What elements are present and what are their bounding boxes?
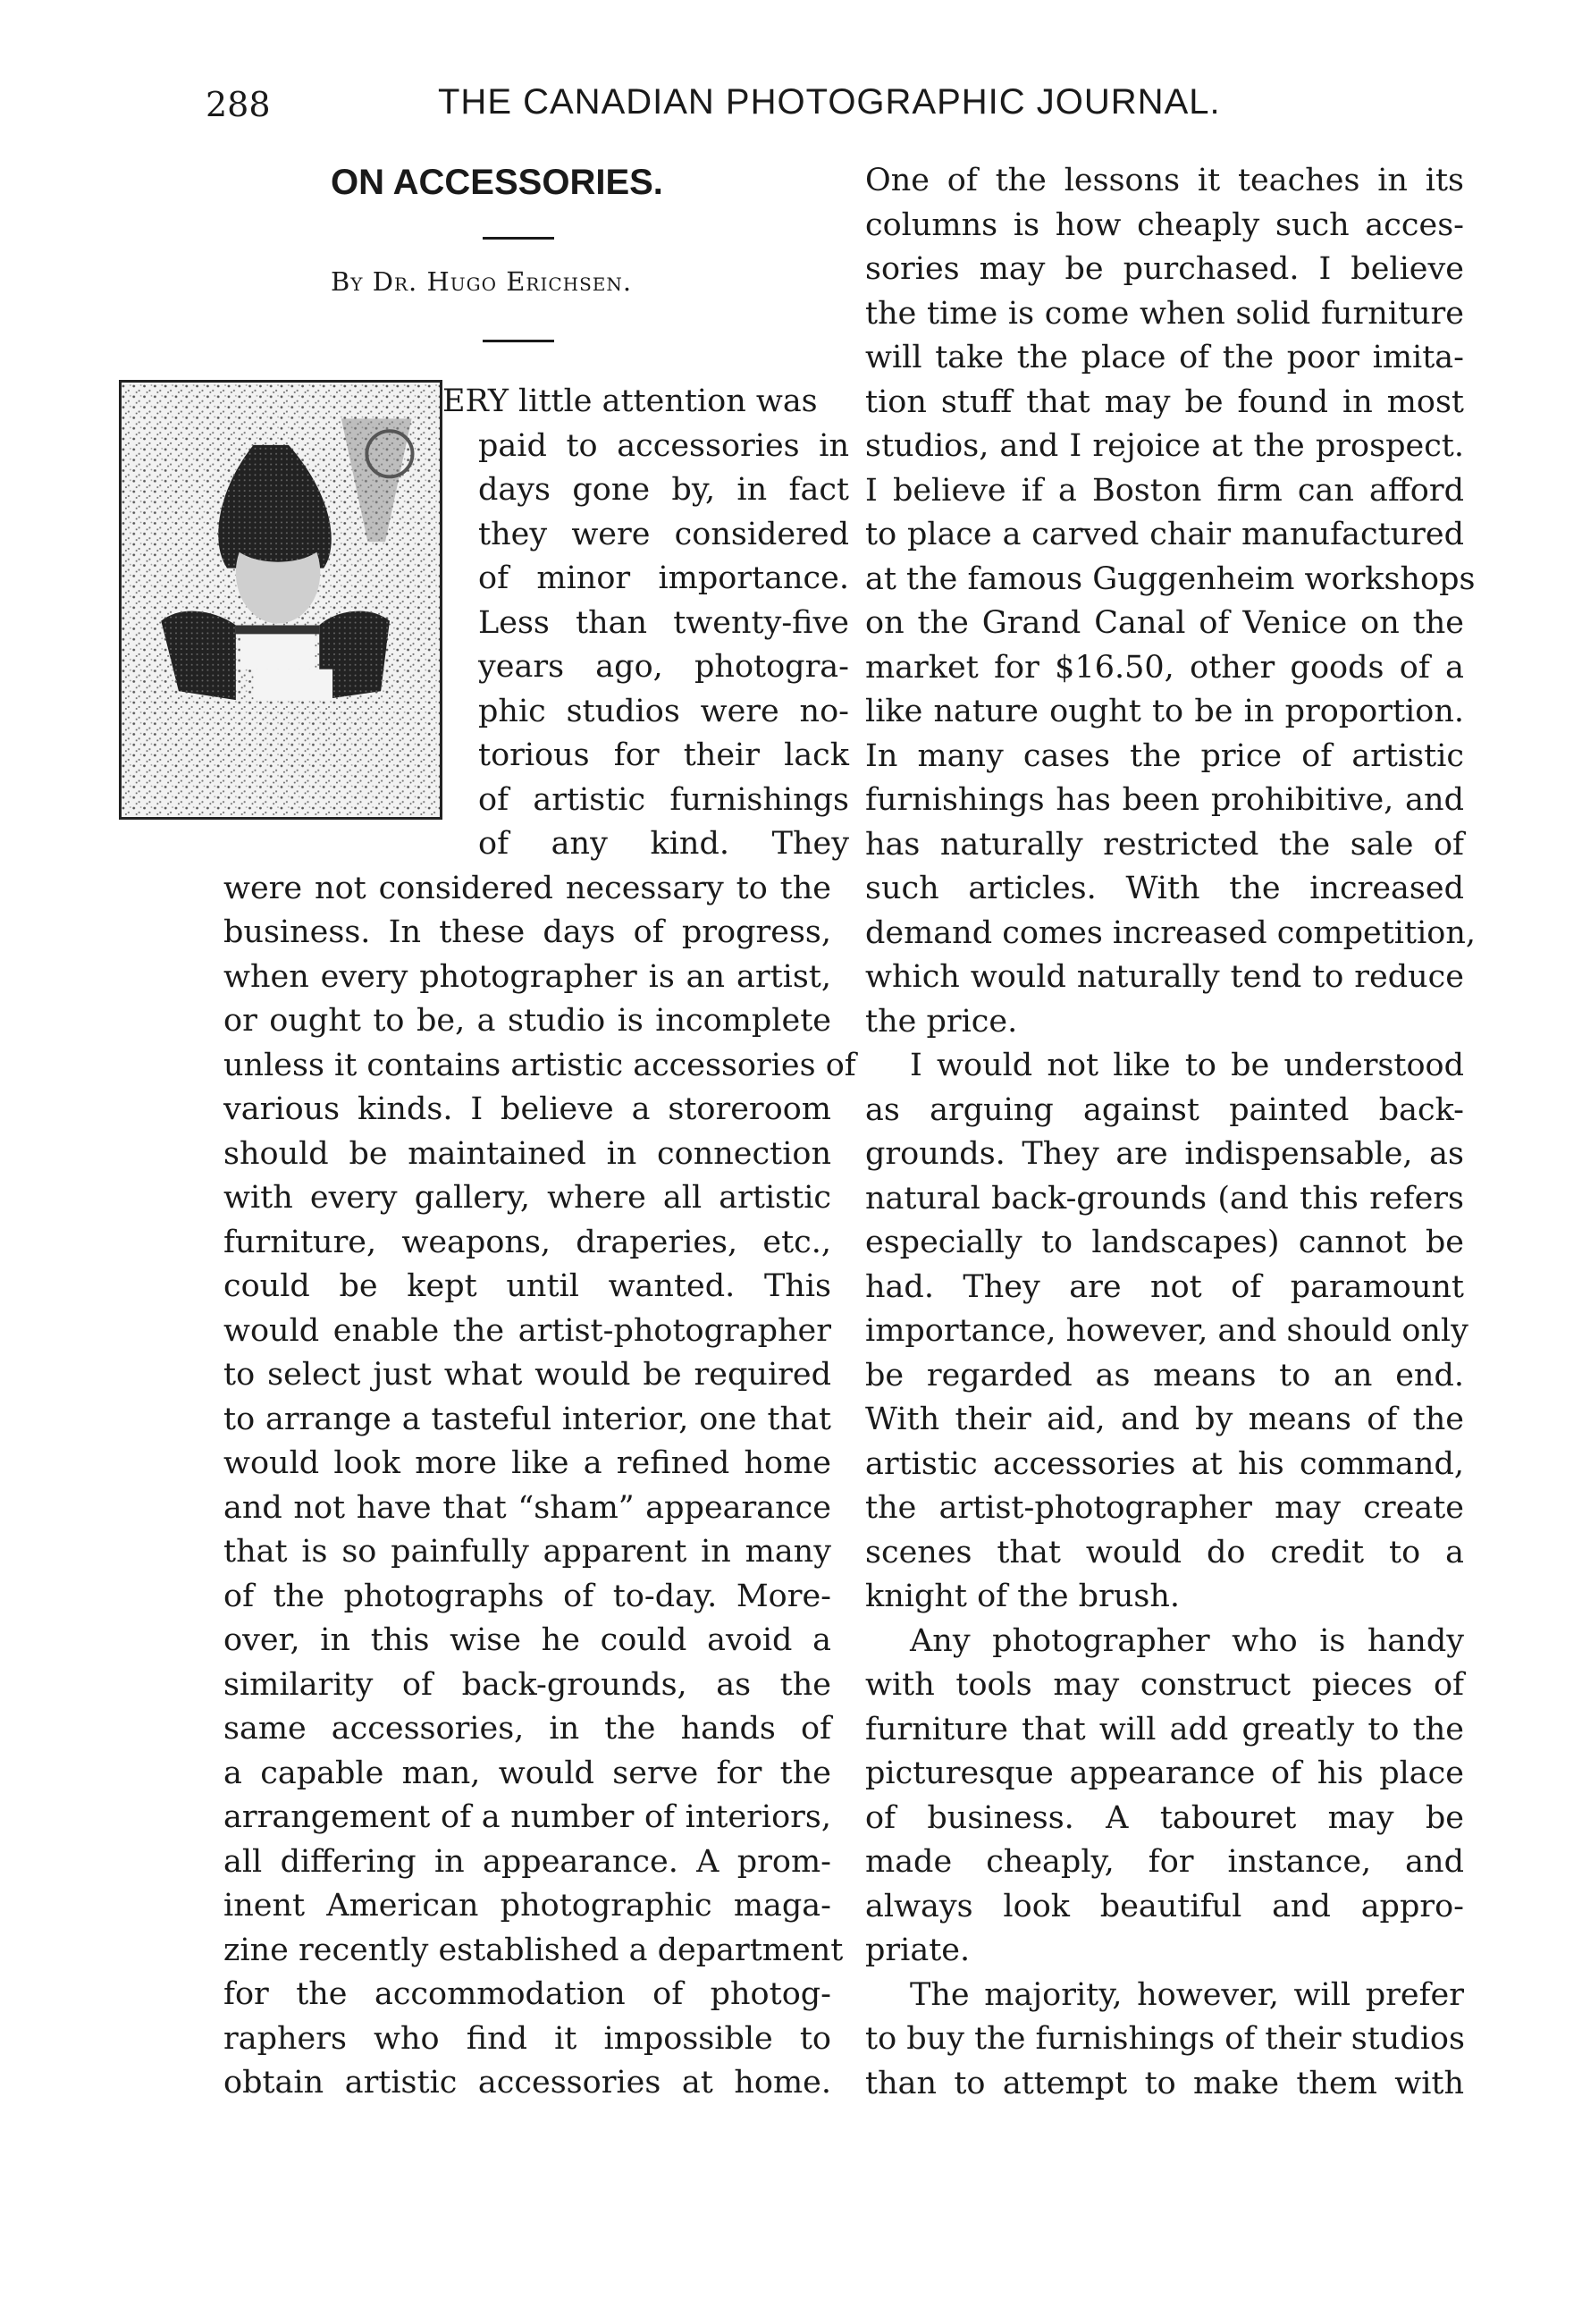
text-line: same accessories, in the hands of xyxy=(223,1711,831,1747)
text-line: similarity of back-grounds, as the xyxy=(223,1666,831,1703)
text-line: were not considered necessary to the xyxy=(223,870,831,906)
text-line: of any kind. They xyxy=(478,826,849,862)
text-line: should be maintained in connection xyxy=(223,1135,831,1172)
text-line: had. They are not of paramount xyxy=(865,1268,1464,1305)
text-line: knight of the brush. xyxy=(865,1579,1180,1614)
right-column xyxy=(865,159,1476,2106)
text-line: like nature ought to be in proportion. xyxy=(865,694,1464,729)
journal-running-head: THE CANADIAN PHOTOGRAPHIC JOURNAL. xyxy=(438,82,1221,122)
text-line: a capable man, would serve for the xyxy=(223,1755,831,1791)
text-line: ERY little attention was xyxy=(442,383,818,419)
text-line: days gone by, in fact xyxy=(478,472,849,508)
text-line: always look beautiful and appro- xyxy=(865,1888,1464,1924)
text-line: with every gallery, where all artistic xyxy=(223,1180,831,1216)
text-line: over, in this wise he could avoid a xyxy=(223,1622,831,1658)
text-line: unless it contains artistic accessories of xyxy=(223,1047,856,1083)
text-line: In many cases the price of artistic xyxy=(865,737,1464,774)
text-line: they were considered xyxy=(478,516,849,552)
text-line: demand comes increased competition, xyxy=(865,914,1476,951)
text-line: I believe if a Boston firm can afford xyxy=(865,472,1464,509)
text-line: Any photographer who is handy xyxy=(910,1622,1464,1659)
text-line: sories may be purchased. I believe xyxy=(865,251,1464,287)
text-line: of minor importance. xyxy=(478,560,849,596)
text-line: which would naturally tend to reduce xyxy=(865,959,1464,995)
text-line: as arguing against painted back- xyxy=(865,1091,1464,1128)
text-line: importance, however, and should only xyxy=(865,1313,1468,1349)
text-line: With their aid, and by means of the xyxy=(865,1402,1464,1437)
text-line: for the accommodation of photog- xyxy=(223,1976,831,2012)
text-line: to buy the furnishings of their studios xyxy=(865,2021,1465,2057)
text-line: furniture, weapons, draperies, etc., xyxy=(223,1224,831,1260)
text-line: of business. A tabouret may be xyxy=(865,1799,1464,1836)
text-line: or ought to be, a studio is incomplete xyxy=(223,1003,831,1039)
left-column xyxy=(223,380,856,2106)
title-rule xyxy=(483,237,554,240)
text-line: when every photographer is an artist, xyxy=(223,958,831,995)
text-line: furniture that will add greatly to the xyxy=(865,1711,1464,1747)
byline: By Dr. Hugo Erichsen. xyxy=(331,266,633,297)
text-line: scenes that would do credit to a xyxy=(865,1534,1464,1570)
byline-rule xyxy=(483,340,554,342)
text-line: One of the lessons it teaches in its xyxy=(865,163,1464,198)
article-title: ON ACCESSORIES. xyxy=(331,163,663,202)
text-line: of artistic furnishings xyxy=(478,781,849,818)
text-line: market for $16.50, other goods of a xyxy=(865,649,1464,686)
text-line: arrangement of a number of interiors, xyxy=(223,1799,831,1835)
text-line: of the photographs of to-day. More- xyxy=(223,1578,831,1614)
text-line: I would not like to be understood xyxy=(910,1048,1464,1083)
text-line: than to attempt to make them with xyxy=(865,2065,1464,2101)
text-line: with tools may construct pieces of xyxy=(865,1667,1464,1703)
text-line: Less than twenty-five xyxy=(478,604,849,641)
text-line: obtain artistic accessories at home. xyxy=(223,2065,831,2101)
text-line: artistic accessories at his command, xyxy=(865,1445,1464,1482)
text-line: will take the place of the poor imita- xyxy=(865,340,1464,375)
text-line: zine recently established a department xyxy=(223,1932,844,1968)
text-line: especially to landscapes) cannot be xyxy=(865,1225,1464,1260)
text-line: years ago, photogra- xyxy=(478,649,849,685)
text-line: tion stuff that may be found in most xyxy=(865,383,1464,420)
text-line: natural back-grounds (and this refers xyxy=(865,1180,1464,1217)
text-line: business. In these days of progress, xyxy=(223,914,831,950)
text-line: to select just what would be required xyxy=(223,1357,831,1393)
text-line: could be kept until wanted. This xyxy=(223,1268,831,1304)
text-line: such articles. With the increased xyxy=(865,871,1464,906)
text-line: paid to accessories in xyxy=(478,427,849,464)
text-line: furnishings has been prohibitive, and xyxy=(865,782,1464,818)
text-line: raphers who find it impossible to xyxy=(223,2020,831,2057)
text-line: phic studios were no- xyxy=(478,693,849,729)
text-line: the artist-photographer may create xyxy=(865,1490,1464,1526)
text-line: all differing in appearance. A prom- xyxy=(223,1843,831,1880)
text-line: The majority, however, will prefer xyxy=(910,1976,1464,2013)
text-line: grounds. They are indispensable, as xyxy=(865,1136,1464,1172)
text-line: that is so painfully apparent in many xyxy=(223,1534,831,1570)
text-line: torious for their lack xyxy=(478,737,849,773)
text-line: various kinds. I believe a storeroom xyxy=(223,1091,831,1127)
text-line: priate. xyxy=(865,1932,971,1968)
text-line: would enable the artist-photographer xyxy=(223,1312,831,1349)
page-number: 288 xyxy=(206,85,271,124)
text-line: picturesque appearance of his place xyxy=(865,1756,1464,1791)
text-line: has naturally restricted the sale of xyxy=(865,826,1464,863)
text-line: the price. xyxy=(865,1003,1018,1040)
text-line: on the Grand Canal of Venice on the xyxy=(865,605,1464,641)
text-line: studios, and I rejoice at the prospect. xyxy=(865,428,1464,464)
text-line: to arrange a tasteful interior, one that xyxy=(223,1401,831,1437)
text-line: and not have that “sham” appearance xyxy=(223,1489,831,1526)
text-line: inent American photographic maga- xyxy=(223,1888,831,1924)
text-line: to place a carved chair manufactured xyxy=(865,517,1464,552)
text-line: at the famous Guggenheim workshops xyxy=(865,560,1476,597)
text-line: would look more like a refined home xyxy=(223,1445,831,1481)
text-line: be regarded as means to an end. xyxy=(865,1357,1464,1394)
text-line: the time is come when solid furniture xyxy=(865,295,1464,332)
text-line: made cheaply, for instance, and xyxy=(865,1844,1464,1880)
text-line: columns is how cheaply such acces- xyxy=(865,206,1464,243)
